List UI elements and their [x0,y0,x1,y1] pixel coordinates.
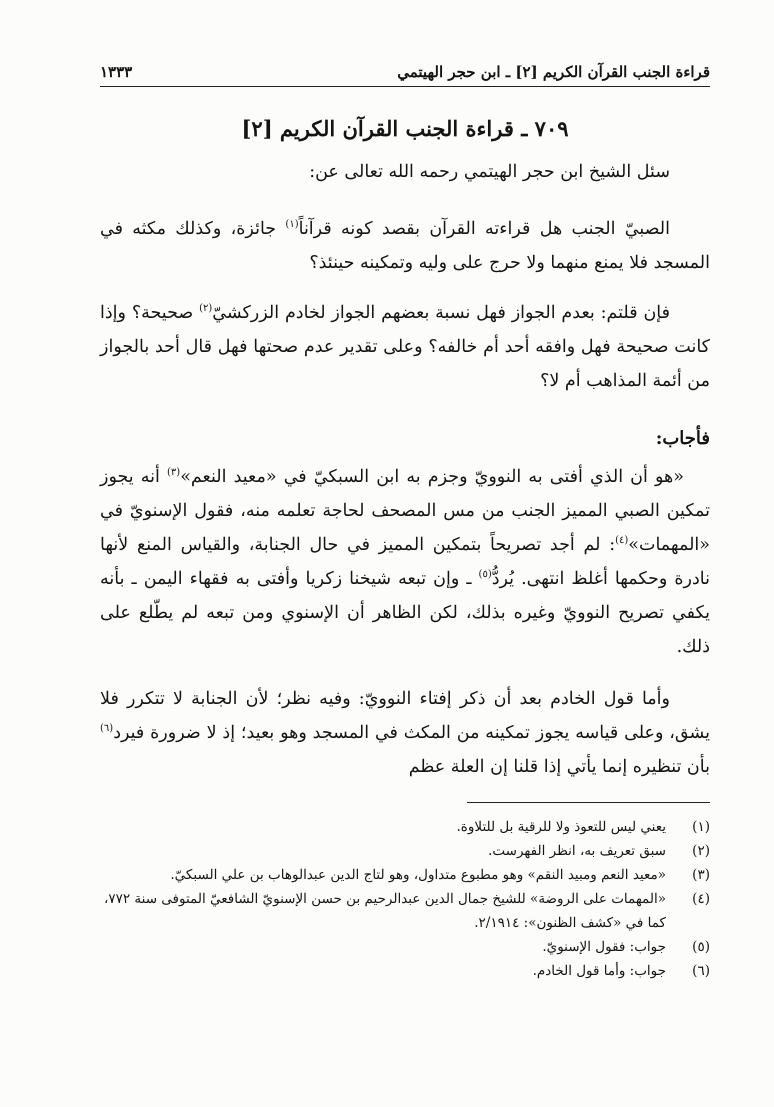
footnote-mark-5: (٥) [478,569,492,581]
footnote-mark-6: (٦) [100,723,114,735]
running-title: قراءة الجنب القرآن الكريم [٢] ـ ابن حجر الهيتمي [397,63,710,81]
question-paragraph-1 [100,212,710,280]
chapter-title [100,116,710,141]
answer-p1-text-d: ـ وإن تبعه شيخنا زكريا وأفتى به فقهاء اليمن ـ بأنه يكفي تصريح النوويّ وغيره بذلك، لكن الظاهر أن الإسنوي ومن تبعه لم يطّلع على ذلك. [100,569,710,657]
footnote-number: (٤) [692,891,710,907]
footnote [100,959,710,983]
footnote [100,887,710,935]
footnote-mark-4: (٤) [615,535,629,547]
question-p2-text-b: صحيحة؟ وإذا كانت صحيحة فهل وافقه أحد أم خالفه؟ وعلى تقدير عدم صحتها فهل قال أحد بالجواز من أئمة المذاهب أم لا؟ [100,303,710,391]
answer-p1-text-a: «هو أن الذي أفتى به النوويّ وجزم به ابن السبكيّ في «معيد النعم» [180,467,684,487]
question-p1-text-a: الصبيّ الجنب هل قراءته القرآن بقصد كونه قرآناً [298,219,670,239]
footnote [100,839,710,863]
footnote [100,815,710,839]
page-number: ١٣٣٣ [100,63,133,81]
footnote-text: سبق تعريف به، انظر الفهرست. [488,843,666,859]
footnote-separator [467,802,710,803]
footnote [100,935,710,959]
chapter-title-text: ٧٠٩ ـ قراءة الجنب القرآن الكريم [٢] [241,116,569,141]
footnote-number: (١) [692,819,710,835]
footnote-number: (٢) [692,843,710,859]
footnote-number: (٣) [692,867,710,883]
footnote-mark-1: (١) [285,219,299,231]
answer-paragraph-1 [100,460,710,664]
footnote [100,863,710,887]
answer-paragraph-2 [100,682,710,784]
footnote-text: «المهمات على الروضة» للشيخ جمال الدين عبدالرحيم بن حسن الإسنويّ الشافعيّ المتوفى سنة ٧٧٢، كما في «كشف الظنون»: ٢/١٩١٤. [103,891,666,931]
running-header [100,58,710,87]
question-paragraph-2 [100,296,710,398]
answer-p2-text-a: وأما قول الخادم بعد أن ذكر إفتاء النوويّ: وفيه نظر؛ لأن الجنابة لا تتكرر فلا يشق، وعلى قياسه يجوز تمكينه من المكث في المسجد وهو بعيد؛ إذ لا ضرورة فيرد [100,689,710,743]
footnote-text: يعني ليس للتعوذ ولا للرقية بل للتلاوة. [456,819,666,835]
footnote-text: جواب: وأما قول الخادم. [532,963,666,979]
answer-p2-text-b: بأن تنظيره إنما يأتي إذا قلنا إن العلة عظم [408,757,710,777]
footnote-text: جواب: فقول الإسنويّ. [542,939,666,955]
question-p2-text-a: فإن قلتم: بعدم الجواز فهل نسبة بعضهم الجواز لخادم الزركشيّ [212,303,670,323]
footnote-mark-2: (٢) [199,303,213,315]
question-p1-text-b: جائزة، وكذلك مكثه في المسجد فلا يمنع منهما ولا حرج على وليه وتمكينه حينئذ؟ [100,219,710,273]
answer-p1-text-b: أنه يجوز تمكين الصبي المميز الجنب من مس المصحف لحاجة تعلمه منه، فقول الإسنويّ في «المهمات» [100,467,710,555]
answer-p1-text-c: : لم أجد تصريحاً بتمكين المميز في حال الجنابة، والقياس المنع لأنها نادرة وحكمها أغلظ انتهى. يُردُّ [100,535,710,589]
footnotes [100,815,710,983]
footnote-mark-3: (٣) [167,467,181,479]
footnote-text: «معيد النعم ومبيد النقم» وهو مطبوع متداول، وهو لتاج الدين عبدالوهاب بن علي السبكيّ. [170,867,666,883]
footnote-number: (٥) [692,939,710,955]
footnote-number: (٦) [692,963,710,979]
question-intro: سئل الشيخ ابن حجر الهيتمي رحمه الله تعالى عن: [309,162,670,182]
answer-label: فأجاب: [655,428,710,449]
